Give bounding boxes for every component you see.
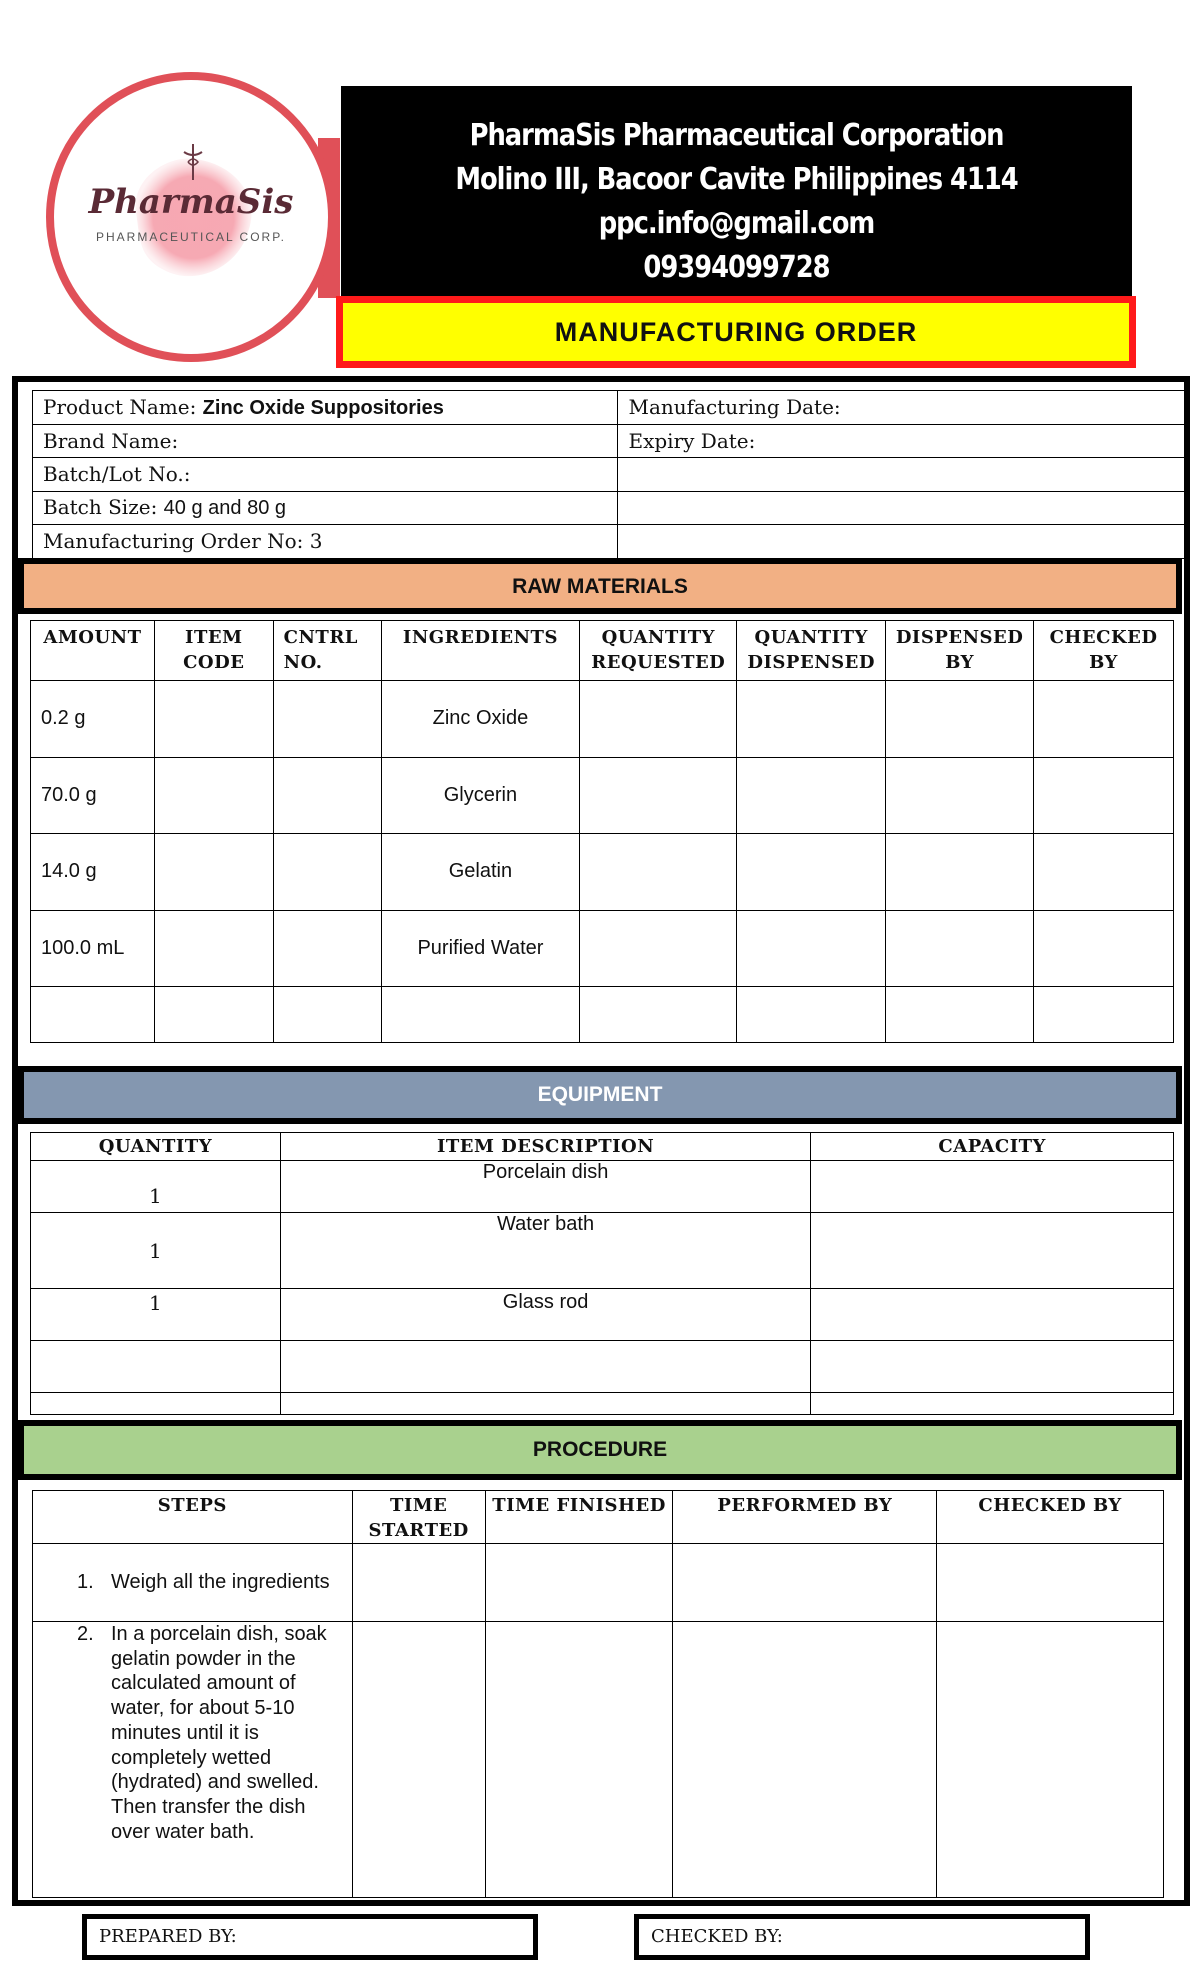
raw-materials-header: RAW MATERIALS bbox=[18, 558, 1182, 614]
col-header: PERFORMED BY bbox=[673, 1491, 937, 1544]
amount-cell: 100.0 mL bbox=[31, 910, 155, 987]
description-cell: Water bath bbox=[280, 1213, 811, 1289]
blank-cell[interactable] bbox=[618, 458, 1188, 492]
qty-requested-cell[interactable] bbox=[580, 834, 737, 911]
logo-name: PharmaSis bbox=[88, 182, 294, 222]
dispensed-by-cell[interactable] bbox=[886, 834, 1034, 911]
ingredient-cell: Purified Water bbox=[381, 910, 580, 987]
performed-by-cell[interactable] bbox=[673, 1544, 937, 1622]
qty-dispensed-cell[interactable] bbox=[737, 757, 886, 834]
table-row bbox=[31, 681, 1174, 758]
col-header: DISPENSED BY bbox=[886, 621, 1034, 681]
equipment-header: EQUIPMENT bbox=[18, 1066, 1182, 1124]
col-header: TIME FINISHED bbox=[485, 1491, 673, 1544]
dispensed-by-cell[interactable] bbox=[886, 681, 1034, 758]
table-row bbox=[31, 1213, 1174, 1289]
step-text: Weigh all the ingredients bbox=[111, 1571, 330, 1593]
table-row bbox=[33, 1544, 1164, 1622]
time-started-cell[interactable] bbox=[352, 1544, 485, 1622]
item-code-cell[interactable] bbox=[154, 681, 273, 758]
item-code-cell[interactable] bbox=[154, 834, 273, 911]
performed-by-cell[interactable] bbox=[673, 1622, 937, 1898]
col-header: QUANTITY DISPENSED bbox=[737, 621, 886, 681]
col-header: CAPACITY bbox=[811, 1133, 1174, 1161]
description-cell: Glass rod bbox=[280, 1289, 811, 1341]
dispensed-by-cell[interactable] bbox=[886, 757, 1034, 834]
procedure-header-row bbox=[33, 1491, 1164, 1544]
capacity-cell[interactable] bbox=[811, 1213, 1174, 1289]
equipment-table bbox=[30, 1132, 1174, 1415]
amount-cell[interactable] bbox=[31, 987, 155, 1043]
qty-requested-cell[interactable] bbox=[580, 987, 737, 1043]
product-info-table bbox=[32, 390, 1188, 559]
step-cell bbox=[33, 1622, 353, 1898]
col-header: TIME STARTED bbox=[352, 1491, 485, 1544]
company-header bbox=[341, 86, 1132, 296]
col-header: AMOUNT bbox=[31, 621, 155, 681]
description-cell[interactable] bbox=[280, 1341, 811, 1393]
quantity-cell: 1 bbox=[31, 1289, 281, 1341]
quantity-cell[interactable] bbox=[31, 1341, 281, 1393]
step-number: 1. bbox=[77, 1571, 94, 1593]
info-row bbox=[33, 458, 1188, 492]
company-phone: 09394099728 bbox=[643, 250, 830, 285]
dispensed-by-cell[interactable] bbox=[886, 987, 1034, 1043]
table-row bbox=[31, 834, 1174, 911]
table-row-empty bbox=[31, 1341, 1174, 1393]
checked-by-cell[interactable] bbox=[1034, 987, 1174, 1043]
qty-requested-cell[interactable] bbox=[580, 757, 737, 834]
col-header: ITEM CODE bbox=[154, 621, 273, 681]
control-no-cell[interactable] bbox=[273, 681, 381, 758]
brand-name-label: Brand Name: bbox=[43, 428, 179, 453]
qty-requested-cell[interactable] bbox=[580, 910, 737, 987]
col-header: CHECKED BY bbox=[1034, 621, 1174, 681]
raw-materials-header-row bbox=[31, 621, 1174, 681]
dispensed-by-cell[interactable] bbox=[886, 910, 1034, 987]
company-email: ppc.info@gmail.com bbox=[598, 206, 875, 241]
ingredient-cell: Glycerin bbox=[381, 757, 580, 834]
checked-by-cell[interactable] bbox=[1034, 834, 1174, 911]
checked-by-cell[interactable] bbox=[1034, 757, 1174, 834]
table-row-empty bbox=[31, 987, 1174, 1043]
qty-dispensed-cell[interactable] bbox=[737, 987, 886, 1043]
checked-by-cell[interactable] bbox=[937, 1622, 1164, 1898]
time-finished-cell[interactable] bbox=[485, 1622, 673, 1898]
control-no-cell[interactable] bbox=[273, 757, 381, 834]
ingredient-cell: Gelatin bbox=[381, 834, 580, 911]
description-cell[interactable] bbox=[280, 1393, 811, 1415]
control-no-cell[interactable] bbox=[273, 834, 381, 911]
item-code-cell[interactable] bbox=[154, 987, 273, 1043]
amount-cell: 14.0 g bbox=[31, 834, 155, 911]
company-address: Molino III, Bacoor Cavite Philippines 4114 bbox=[455, 162, 1018, 197]
step-number: 2. bbox=[77, 1623, 94, 1645]
step-text: In a porcelain dish, soak gelatin powder in the calculated amount of water, for about 5-10 minutes until it is completely wetted (hydrated) and swelled. Then transfer the dish over water bath. bbox=[111, 1623, 327, 1843]
qty-dispensed-cell[interactable] bbox=[737, 910, 886, 987]
step-item bbox=[33, 1622, 352, 1844]
product-name-value: Zinc Oxide Suppositories bbox=[202, 396, 444, 419]
expiry-date-cell[interactable] bbox=[618, 424, 1188, 458]
quantity-cell: 1 bbox=[31, 1213, 281, 1289]
company-name: PharmaSis Pharmaceutical Corporation bbox=[469, 118, 1004, 153]
manufacturing-date-label: Manufacturing Date: bbox=[628, 395, 841, 420]
equipment-header-row bbox=[31, 1133, 1174, 1161]
batch-size-value: 40 g and 80 g bbox=[163, 497, 287, 520]
capacity-cell[interactable] bbox=[811, 1161, 1174, 1213]
amount-cell: 0.2 g bbox=[31, 681, 155, 758]
info-row bbox=[33, 391, 1188, 425]
capacity-cell[interactable] bbox=[811, 1289, 1174, 1341]
quantity-cell[interactable] bbox=[31, 1393, 281, 1415]
manufacturing-date-cell[interactable] bbox=[618, 391, 1188, 425]
table-row-empty bbox=[31, 1393, 1174, 1415]
col-header: CNTRL NO. bbox=[273, 621, 381, 681]
capacity-cell[interactable] bbox=[811, 1341, 1174, 1393]
mo-number-label: Manufacturing Order No: bbox=[43, 529, 304, 554]
batch-lot-label: Batch/Lot No.: bbox=[43, 462, 191, 487]
quantity-cell: 1 bbox=[31, 1161, 281, 1213]
mo-number-cell[interactable] bbox=[33, 525, 618, 559]
info-row bbox=[33, 491, 1188, 525]
procedure-header: PROCEDURE bbox=[18, 1420, 1182, 1480]
checked-by-box[interactable]: CHECKED BY: bbox=[634, 1914, 1090, 1960]
col-header: CHECKED BY bbox=[937, 1491, 1164, 1544]
table-row bbox=[31, 757, 1174, 834]
step-item bbox=[33, 1544, 352, 1595]
table-row bbox=[31, 1289, 1174, 1341]
caduceus-icon bbox=[178, 142, 208, 182]
document-title: MANUFACTURING ORDER bbox=[336, 296, 1136, 368]
time-finished-cell[interactable] bbox=[485, 1544, 673, 1622]
table-row bbox=[31, 1161, 1174, 1213]
mo-number-value: 3 bbox=[309, 529, 323, 554]
batch-size-cell[interactable] bbox=[33, 491, 618, 525]
control-no-cell[interactable] bbox=[273, 987, 381, 1043]
qty-dispensed-cell[interactable] bbox=[737, 681, 886, 758]
col-header: ITEM DESCRIPTION bbox=[280, 1133, 811, 1161]
step-cell bbox=[33, 1544, 353, 1622]
info-row bbox=[33, 525, 1188, 559]
prepared-by-box[interactable]: PREPARED BY: bbox=[82, 1914, 538, 1960]
logo-subtitle: PHARMACEUTICAL CORP. bbox=[95, 230, 287, 244]
col-header: QUANTITY bbox=[31, 1133, 281, 1161]
item-code-cell[interactable] bbox=[154, 910, 273, 987]
checked-by-cell[interactable] bbox=[937, 1544, 1164, 1622]
amount-cell: 70.0 g bbox=[31, 757, 155, 834]
blank-cell[interactable] bbox=[618, 491, 1188, 525]
product-name-cell[interactable] bbox=[33, 391, 618, 425]
checked-by-cell[interactable] bbox=[1034, 681, 1174, 758]
procedure-table bbox=[32, 1490, 1164, 1898]
time-started-cell[interactable] bbox=[352, 1622, 485, 1898]
raw-materials-table bbox=[30, 620, 1174, 1043]
qty-dispensed-cell[interactable] bbox=[737, 834, 886, 911]
batch-size-label: Batch Size: bbox=[43, 495, 158, 520]
table-row bbox=[31, 910, 1174, 987]
ingredient-cell: Zinc Oxide bbox=[381, 681, 580, 758]
batch-lot-cell[interactable] bbox=[33, 458, 618, 492]
brand-name-cell[interactable] bbox=[33, 424, 618, 458]
col-header: INGREDIENTS bbox=[381, 621, 580, 681]
company-logo bbox=[46, 72, 336, 362]
checked-by-cell[interactable] bbox=[1034, 910, 1174, 987]
col-header: STEPS bbox=[33, 1491, 353, 1544]
capacity-cell[interactable] bbox=[811, 1393, 1174, 1415]
blank-cell[interactable] bbox=[618, 525, 1188, 559]
ingredient-cell[interactable] bbox=[381, 987, 580, 1043]
qty-requested-cell[interactable] bbox=[580, 681, 737, 758]
description-cell: Porcelain dish bbox=[280, 1161, 811, 1213]
item-code-cell[interactable] bbox=[154, 757, 273, 834]
table-row bbox=[33, 1622, 1164, 1898]
info-row bbox=[33, 424, 1188, 458]
control-no-cell[interactable] bbox=[273, 910, 381, 987]
product-name-label: Product Name: bbox=[43, 394, 197, 419]
expiry-date-label: Expiry Date: bbox=[628, 428, 756, 453]
col-header: QUANTITY REQUESTED bbox=[580, 621, 737, 681]
